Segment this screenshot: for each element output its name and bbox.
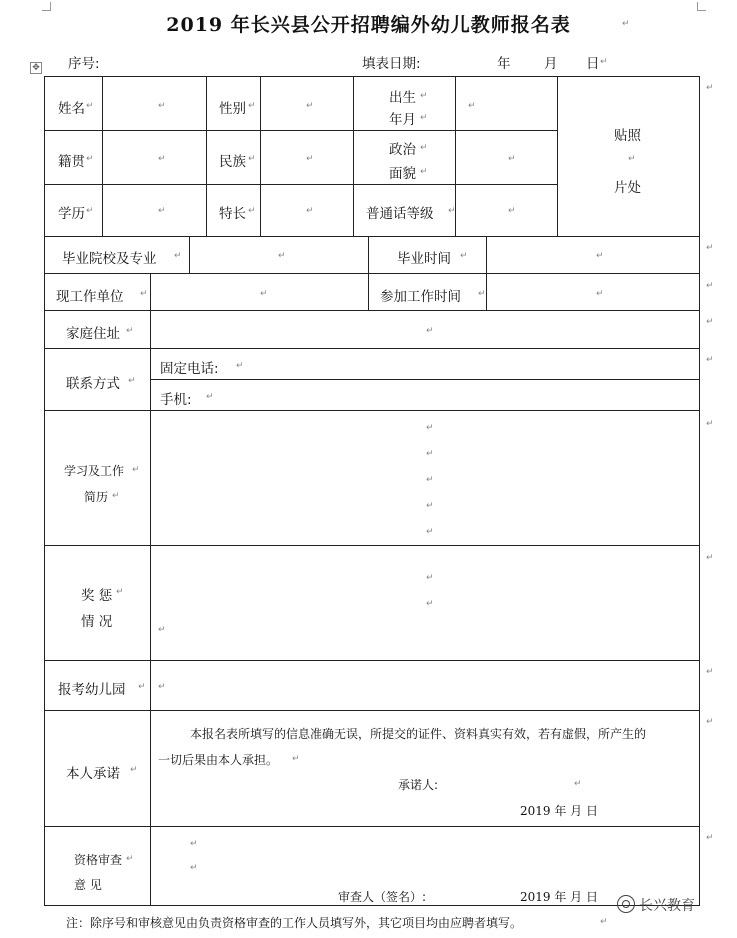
ethnicity-label: 民族 xyxy=(219,154,246,170)
paragraph-mark-icon: ↵ xyxy=(478,289,486,299)
paragraph-mark-icon: ↵ xyxy=(706,243,714,253)
paragraph-mark-icon: ↵ xyxy=(206,392,214,402)
paragraph-mark-icon: ↵ xyxy=(426,326,434,336)
paragraph-mark-icon: ↵ xyxy=(706,355,714,365)
paragraph-mark-icon: ↵ xyxy=(420,91,428,101)
paragraph-mark-icon: ↵ xyxy=(190,839,198,849)
date-year-label: 年 xyxy=(497,56,511,72)
paragraph-mark-icon: ↵ xyxy=(508,206,516,216)
gender-label: 性别 xyxy=(219,101,246,117)
paragraph-mark-icon: ↵ xyxy=(600,917,608,927)
photo-label-line2: 片处 xyxy=(614,180,641,196)
paragraph-mark-icon: ↵ xyxy=(158,682,166,692)
review-label-line2: 意 见 xyxy=(74,878,102,892)
current-employer-label: 现工作单位 xyxy=(56,289,124,305)
work-start-time-input[interactable] xyxy=(487,274,698,309)
paragraph-mark-icon: ↵ xyxy=(426,449,434,459)
date-month-label: 月 xyxy=(544,56,558,72)
date-day-label: 日 xyxy=(586,56,600,72)
graduation-time-input[interactable] xyxy=(487,237,698,272)
paragraph-mark-icon: ↵ xyxy=(420,143,428,153)
home-address-input[interactable] xyxy=(151,311,698,347)
paragraph-mark-icon: ↵ xyxy=(596,289,604,299)
paragraph-mark-icon: ↵ xyxy=(426,527,434,537)
native-place-label: 籍贯 xyxy=(58,154,85,170)
awards-label-line2: 情 况 xyxy=(81,614,113,630)
paragraph-mark-icon: ↵ xyxy=(622,19,630,29)
paragraph-mark-icon: ↵ xyxy=(260,289,268,299)
paragraph-mark-icon: ↵ xyxy=(86,154,94,164)
paragraph-mark-icon: ↵ xyxy=(706,317,714,327)
review-date: 2019 年 月 日 xyxy=(520,890,598,904)
paragraph-mark-icon: ↵ xyxy=(706,83,714,93)
birth-label-line1: 出生 xyxy=(389,90,416,106)
date-label: 填表日期: xyxy=(362,56,421,72)
paragraph-mark-icon: ↵ xyxy=(158,625,166,635)
paragraph-mark-icon: ↵ xyxy=(706,281,714,291)
margin-corner-mark xyxy=(697,2,706,11)
work-start-time-label: 参加工作时间 xyxy=(380,289,461,305)
current-employer-input[interactable] xyxy=(151,274,367,309)
paragraph-mark-icon: ↵ xyxy=(132,465,140,475)
margin-corner-mark xyxy=(42,2,51,11)
mandarin-level-label: 普通话等级 xyxy=(366,206,434,222)
paragraph-mark-icon: ↵ xyxy=(126,854,134,864)
school-major-label: 毕业院校及专业 xyxy=(62,251,157,267)
education-label: 学历 xyxy=(58,206,85,222)
form-title: 2019 年长兴县公开招聘编外幼儿教师报名表 xyxy=(166,14,571,36)
awards-label-line1: 奖 惩 xyxy=(81,588,113,604)
paragraph-mark-icon: ↵ xyxy=(574,779,582,789)
pledge-text-line2: 一切后果由本人承担。 xyxy=(158,753,279,767)
paragraph-mark-icon: ↵ xyxy=(448,206,456,216)
contact-label: 联系方式 xyxy=(66,376,120,392)
paragraph-mark-icon: ↵ xyxy=(628,154,636,164)
pledge-date: 2019 年 月 日 xyxy=(520,804,598,818)
paragraph-mark-icon: ↵ xyxy=(426,501,434,511)
wechat-logo-icon xyxy=(617,895,635,913)
name-label: 姓名 xyxy=(58,101,85,117)
review-label-line1: 资格审查 xyxy=(74,853,123,867)
education-input[interactable] xyxy=(103,185,205,235)
paragraph-mark-icon: ↵ xyxy=(130,765,138,775)
mobile-label: 手机: xyxy=(160,392,192,408)
paragraph-mark-icon: ↵ xyxy=(248,101,256,111)
pledger-label: 承诺人: xyxy=(398,778,439,792)
resume-label-line1: 学习及工作 xyxy=(64,464,125,478)
pledge-text-line1: 本报名表所填写的信息准确无误，所提交的证件、资料真实有效，若有虚假，所产生的 xyxy=(190,727,647,741)
politics-label-line1: 政治 xyxy=(389,142,416,158)
paragraph-mark-icon: ↵ xyxy=(508,154,516,164)
paragraph-mark-icon: ↵ xyxy=(190,863,198,873)
paragraph-mark-icon: ↵ xyxy=(112,491,120,501)
paragraph-mark-icon: ↵ xyxy=(306,206,314,216)
paragraph-mark-icon: ↵ xyxy=(158,154,166,164)
paragraph-mark-icon: ↵ xyxy=(86,101,94,111)
paragraph-mark-icon: ↵ xyxy=(158,101,166,111)
paragraph-mark-icon: ↵ xyxy=(126,326,134,336)
paragraph-mark-icon: ↵ xyxy=(706,717,714,727)
paragraph-mark-icon: ↵ xyxy=(292,754,300,764)
watermark-text: 长兴教育 xyxy=(639,898,695,914)
photo-label-line1: 贴照 xyxy=(614,128,641,144)
paragraph-mark-icon: ↵ xyxy=(174,251,182,261)
paragraph-mark-icon: ↵ xyxy=(706,833,714,843)
paragraph-mark-icon: ↵ xyxy=(248,154,256,164)
paragraph-mark-icon: ↵ xyxy=(460,251,468,261)
kindergarten-label: 报考幼儿园 xyxy=(58,682,126,698)
paragraph-mark-icon: ↵ xyxy=(600,57,608,67)
paragraph-mark-icon: ↵ xyxy=(426,423,434,433)
paragraph-mark-icon: ↵ xyxy=(426,573,434,583)
reviewer-label: 审查人（签名）: xyxy=(338,890,427,904)
paragraph-mark-icon: ↵ xyxy=(426,599,434,609)
name-input[interactable] xyxy=(103,77,205,129)
paragraph-mark-icon: ↵ xyxy=(420,167,428,177)
home-address-label: 家庭住址 xyxy=(66,326,120,342)
paragraph-mark-icon: ↵ xyxy=(706,419,714,429)
native-place-input[interactable] xyxy=(103,131,205,183)
awards-input[interactable] xyxy=(151,546,698,659)
politics-input[interactable] xyxy=(456,131,556,183)
landline-label: 固定电话: xyxy=(160,361,219,377)
paragraph-mark-icon: ↵ xyxy=(248,206,256,216)
resume-label-line2: 简历 xyxy=(84,490,109,504)
paragraph-mark-icon: ↵ xyxy=(306,154,314,164)
watermark xyxy=(617,895,695,915)
landline-input[interactable] xyxy=(230,349,698,378)
resume-input[interactable] xyxy=(151,411,698,544)
paragraph-mark-icon: ↵ xyxy=(138,682,146,692)
kindergarten-input[interactable] xyxy=(151,661,698,709)
paragraph-mark-icon: ↵ xyxy=(158,206,166,216)
paragraph-mark-icon: ↵ xyxy=(706,553,714,563)
paragraph-mark-icon: ↵ xyxy=(128,376,136,386)
paragraph-mark-icon: ↵ xyxy=(116,587,124,597)
paragraph-mark-icon: ↵ xyxy=(306,101,314,111)
mandarin-level-input[interactable] xyxy=(456,185,556,235)
paragraph-mark-icon: ↵ xyxy=(596,251,604,261)
paragraph-mark-icon: ↵ xyxy=(278,251,286,261)
paragraph-mark-icon: ↵ xyxy=(706,667,714,677)
footnote: 注：除序号和审核意见由负责资格审查的工作人员填写外，其它项目均由应聘者填写。 xyxy=(66,916,523,930)
paragraph-mark-icon: ↵ xyxy=(426,475,434,485)
paragraph-mark-icon: ↵ xyxy=(420,113,428,123)
specialty-label: 特长 xyxy=(219,206,246,222)
mobile-input[interactable] xyxy=(200,380,698,409)
pledge-label: 本人承诺 xyxy=(66,766,120,782)
politics-label-line2: 面貌 xyxy=(389,166,416,182)
paragraph-mark-icon: ↵ xyxy=(468,101,476,111)
paragraph-mark-icon: ↵ xyxy=(86,206,94,216)
review-opinion-input[interactable] xyxy=(151,827,698,904)
table-move-handle-icon[interactable]: ✥ xyxy=(30,62,42,74)
birth-label-line2: 年月 xyxy=(389,112,416,128)
paragraph-mark-icon: ↵ xyxy=(236,361,244,371)
seq-label: 序号: xyxy=(68,56,100,72)
graduation-time-label: 毕业时间 xyxy=(397,251,451,267)
paragraph-mark-icon: ↵ xyxy=(140,289,148,299)
